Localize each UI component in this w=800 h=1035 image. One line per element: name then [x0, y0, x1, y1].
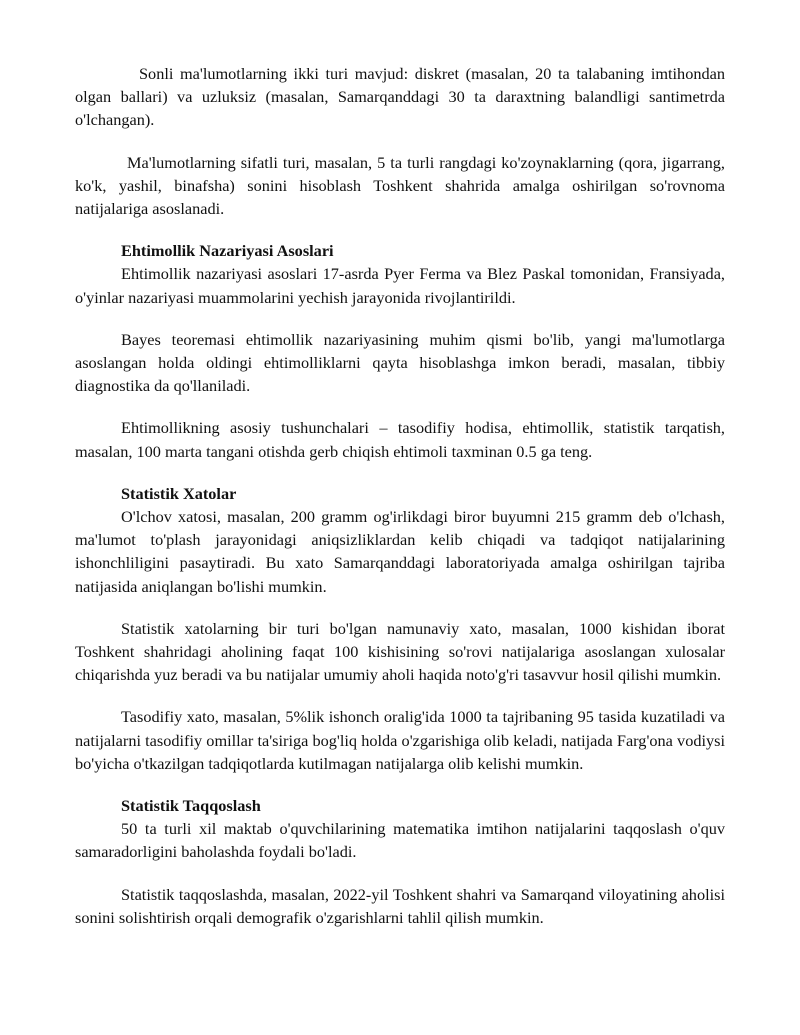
section-heading: Ehtimollik Nazariyasi Asoslari: [121, 241, 334, 261]
intro-paragraph-1: Sonli ma'lumotlarning ikki turi mavjud: diskret (masalan, 20 ta talabaning imtihondan olgan ballari) va uzluksiz (masalan, Samarqanddagi 30 ta daraxtning balandligi santimetrda o'lchangan).: [75, 64, 725, 130]
section-heading: Statistik Taqqoslash: [121, 796, 261, 816]
document-page: [75, 62, 725, 948]
section-paragraph: Statistik taqqoslashda, masalan, 2022-yil Toshkent shahri va Samarqand viloyatining aholisi sonini solishtirish orqali demografik o'zgarishlarni tahlil qilish mumkin.: [75, 884, 725, 927]
section-heading: Statistik Xatolar: [121, 483, 237, 503]
section-statistik-taqqoslash: [75, 794, 725, 929]
section-ehtimollik: [75, 239, 725, 463]
section-paragraph: Ehtimollikning asosiy tushunchalari – tasodifiy hodisa, ehtimollik, statistik tarqatish, masalan, 100 marta tangani otishda gerb chiqish ehtimoli taxminan 0.5 ga teng.: [75, 418, 725, 461]
section-paragraph: Statistik xatolarning bir turi bo'lgan namunaviy xato, masalan, 1000 kishidan iborat Toshkent shahridagi aholining faqat 100 kishisining so'rovi natijalariga asoslangan xulosalar chiqarishda yuz beradi va bu natijalar umumiy aholi haqida noto'g'ri tasavvur hosil qilishi mumkin.: [75, 618, 725, 685]
section-paragraph: Ehtimollik nazariyasi asoslari 17-asrda Pyer Ferma va Blez Paskal tomonidan, Fransiyada, o'yinlar nazariyasi muammolarini yechish jarayonida rivojlantirildi.: [75, 264, 725, 307]
section-statistik-xatolar: [75, 482, 725, 775]
intro-paragraph-2: Ma'lumotlarning sifatli turi, masalan, 5 ta turli rangdagi ko'zoynaklarning (qora, jigarrang, ko'k, yashil, binafsha) sonini hisoblash Toshkent shahrida amalga oshirilgan so'rovnoma natijalariga asoslanadi.: [75, 152, 725, 219]
section-paragraph: Bayes teoremasi ehtimollik nazariyasining muhim qismi bo'lib, yangi ma'lumotlarga asoslangan holda oldingi ehtimolliklarni qayta hisoblashga imkon beradi, masalan, tibbiy diagnostika da qo'llaniladi.: [75, 329, 725, 396]
section-paragraph: O'lchov xatosi, masalan, 200 gramm og'irlikdagi biror buyumni 215 gramm deb o'lchash, ma'lumot to'plash jarayonidagi aniqsizliklardan kelib chiqadi va tadqiqot natijalarining ishonchliligini pasaytiradi. Bu xato Samarqanddagi laboratoriyada amalga oshirilgan tajriba natijasida aniqlangan bo'lishi mumkin.: [75, 507, 725, 596]
section-paragraph: 50 ta turli xil maktab o'quvchilarining matematika imtihon natijalarini taqqoslash o'quv samaradorligini baholashda foydali bo'ladi.: [75, 819, 725, 862]
section-paragraph: Tasodifiy xato, masalan, 5%lik ishonch oralig'ida 1000 ta tajribaning 95 tasida kuzatiladi va natijalarni tasodifiy omillar ta'siriga bog'liq holda o'zgarishiga olib keladi, natijada Farg'ona vodiysi bo'yicha o'tkazilgan tadqiqotlarda kutilmagan natijalarga olib kelishi mumkin.: [75, 707, 725, 773]
